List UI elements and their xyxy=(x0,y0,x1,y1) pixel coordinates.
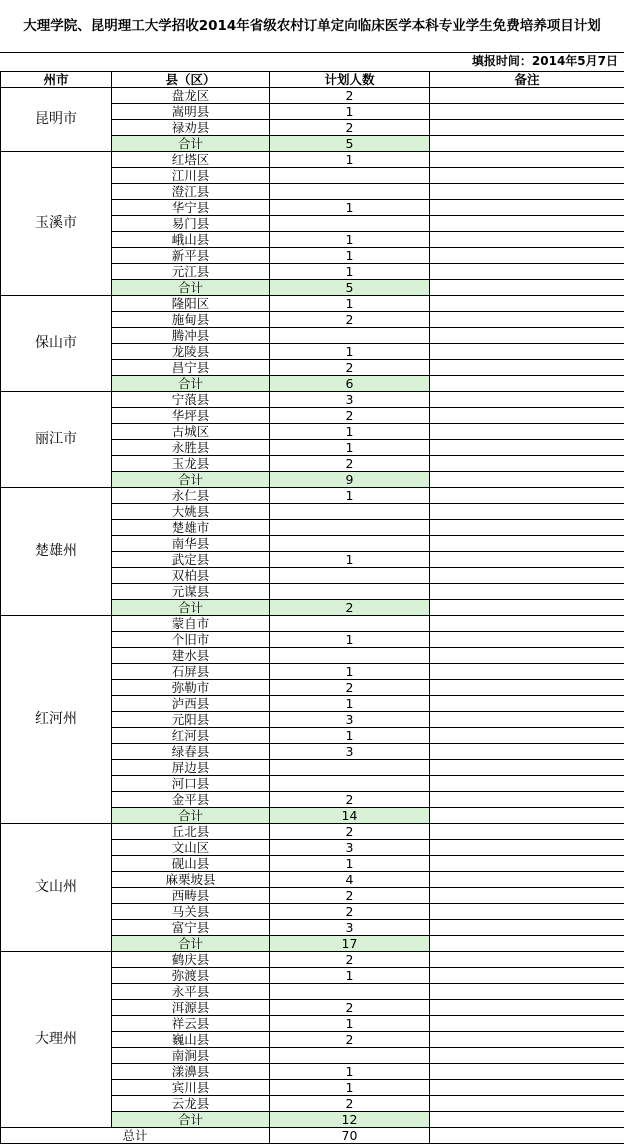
note-cell xyxy=(430,600,624,616)
county-cell: 宾川县 xyxy=(112,1080,270,1096)
county-cell: 楚雄市 xyxy=(112,520,270,536)
subtotal-value: 5 xyxy=(270,280,430,296)
county-cell: 文山区 xyxy=(112,840,270,856)
note-cell xyxy=(430,264,624,280)
county-cell: 麻栗坡县 xyxy=(112,872,270,888)
count-cell: 3 xyxy=(270,920,430,936)
county-cell: 玉龙县 xyxy=(112,456,270,472)
table-body xyxy=(1,88,624,1144)
note-cell xyxy=(430,680,624,696)
county-cell: 禄劝县 xyxy=(112,120,270,136)
note-cell xyxy=(430,120,624,136)
subtotal-label: 合计 xyxy=(112,472,270,488)
note-cell xyxy=(430,536,624,552)
subtotal-value: 9 xyxy=(270,472,430,488)
note-cell xyxy=(430,296,624,312)
county-cell: 西畴县 xyxy=(112,888,270,904)
county-cell: 巍山县 xyxy=(112,1032,270,1048)
count-cell: 1 xyxy=(270,488,430,504)
fill-date: 填报时间：2014年5月7日 xyxy=(471,54,618,68)
county-cell: 华宁县 xyxy=(112,200,270,216)
note-cell xyxy=(430,440,624,456)
county-cell: 盘龙区 xyxy=(112,88,270,104)
note-cell xyxy=(430,968,624,984)
count-cell: 1 xyxy=(270,200,430,216)
county-cell: 江川县 xyxy=(112,168,270,184)
total-value: 70 xyxy=(270,1128,430,1144)
count-cell: 1 xyxy=(270,968,430,984)
county-cell: 腾冲县 xyxy=(112,328,270,344)
county-cell: 屏边县 xyxy=(112,760,270,776)
table-row xyxy=(1,392,624,408)
note-cell xyxy=(430,904,624,920)
note-cell xyxy=(430,392,624,408)
county-cell: 华坪县 xyxy=(112,408,270,424)
county-cell: 古城区 xyxy=(112,424,270,440)
note-cell xyxy=(430,920,624,936)
note-cell xyxy=(430,472,624,488)
note-cell xyxy=(430,776,624,792)
count-cell: 2 xyxy=(270,904,430,920)
count-cell xyxy=(270,328,430,344)
header-note: 备注 xyxy=(430,72,624,88)
note-cell xyxy=(430,872,624,888)
count-cell: 1 xyxy=(270,344,430,360)
note-cell xyxy=(430,856,624,872)
total-row xyxy=(1,1128,624,1144)
count-cell: 2 xyxy=(270,1096,430,1112)
table-row xyxy=(1,616,624,632)
total-label: 总计 xyxy=(1,1128,270,1144)
count-cell: 1 xyxy=(270,264,430,280)
count-cell: 1 xyxy=(270,856,430,872)
county-cell: 蒙自市 xyxy=(112,616,270,632)
count-cell: 2 xyxy=(270,1032,430,1048)
count-cell: 1 xyxy=(270,728,430,744)
note-cell xyxy=(430,760,624,776)
note-cell xyxy=(430,1096,624,1112)
count-cell: 3 xyxy=(270,744,430,760)
county-cell: 昌宁县 xyxy=(112,360,270,376)
city-cell: 楚雄州 xyxy=(1,488,112,616)
note-cell xyxy=(430,584,624,600)
city-cell: 红河州 xyxy=(1,616,112,824)
count-cell: 1 xyxy=(270,104,430,120)
count-cell: 3 xyxy=(270,840,430,856)
header-county: 县（区） xyxy=(112,72,270,88)
county-cell: 武定县 xyxy=(112,552,270,568)
count-cell: 1 xyxy=(270,152,430,168)
note-cell xyxy=(430,616,624,632)
note-cell xyxy=(430,1048,624,1064)
note-cell xyxy=(430,712,624,728)
note-cell xyxy=(430,280,624,296)
table-row xyxy=(1,824,624,840)
subtotal-label: 合计 xyxy=(112,376,270,392)
count-cell xyxy=(270,216,430,232)
count-cell: 2 xyxy=(270,312,430,328)
county-cell: 富宁县 xyxy=(112,920,270,936)
note-cell xyxy=(430,376,624,392)
count-cell xyxy=(270,616,430,632)
note-cell xyxy=(430,808,624,824)
subtotal-label: 合计 xyxy=(112,1112,270,1128)
note-cell xyxy=(430,136,624,152)
count-cell xyxy=(270,568,430,584)
subtotal-value: 12 xyxy=(270,1112,430,1128)
subtotal-value: 14 xyxy=(270,808,430,824)
county-cell: 河口县 xyxy=(112,776,270,792)
city-cell: 保山市 xyxy=(1,296,112,392)
county-cell: 永胜县 xyxy=(112,440,270,456)
city-cell: 丽江市 xyxy=(1,392,112,488)
subtotal-label: 合计 xyxy=(112,808,270,824)
count-cell: 2 xyxy=(270,88,430,104)
count-cell xyxy=(270,648,430,664)
county-cell: 宁蒗县 xyxy=(112,392,270,408)
county-cell: 元阳县 xyxy=(112,712,270,728)
count-cell: 1 xyxy=(270,440,430,456)
county-cell: 红河县 xyxy=(112,728,270,744)
note-cell xyxy=(430,488,624,504)
subtotal-value: 17 xyxy=(270,936,430,952)
city-cell: 昆明市 xyxy=(1,88,112,152)
count-cell xyxy=(270,984,430,1000)
note-cell xyxy=(430,328,624,344)
count-cell: 1 xyxy=(270,296,430,312)
count-cell: 2 xyxy=(270,824,430,840)
note-cell xyxy=(430,504,624,520)
county-cell: 红塔区 xyxy=(112,152,270,168)
note-cell xyxy=(430,1000,624,1016)
note-cell xyxy=(430,840,624,856)
subtotal-value: 6 xyxy=(270,376,430,392)
header-row xyxy=(1,72,624,88)
count-cell: 1 xyxy=(270,696,430,712)
count-cell xyxy=(270,536,430,552)
table-row xyxy=(1,152,624,168)
county-cell: 丘北县 xyxy=(112,824,270,840)
note-cell xyxy=(430,184,624,200)
county-cell: 漾濞县 xyxy=(112,1064,270,1080)
page-title: 大理学院、昆明理工大学招收2014年省级农村订单定向临床医学本科专业学生免费培养项目计划 xyxy=(23,18,601,34)
note-cell xyxy=(430,408,624,424)
note-cell xyxy=(430,312,624,328)
count-cell: 1 xyxy=(270,424,430,440)
county-cell: 马关县 xyxy=(112,904,270,920)
count-cell xyxy=(270,776,430,792)
note-cell xyxy=(430,1016,624,1032)
count-cell: 1 xyxy=(270,664,430,680)
note-cell xyxy=(430,168,624,184)
note-cell xyxy=(430,984,624,1000)
note-cell xyxy=(430,232,624,248)
count-cell: 2 xyxy=(270,1000,430,1016)
table-row xyxy=(1,952,624,968)
note-cell xyxy=(430,520,624,536)
count-cell xyxy=(270,760,430,776)
note-cell xyxy=(430,648,624,664)
note-cell xyxy=(430,360,624,376)
count-cell: 2 xyxy=(270,456,430,472)
count-cell: 2 xyxy=(270,360,430,376)
note-cell xyxy=(430,152,624,168)
county-cell: 泸西县 xyxy=(112,696,270,712)
county-cell: 云龙县 xyxy=(112,1096,270,1112)
subtotal-label: 合计 xyxy=(112,280,270,296)
county-cell: 建水县 xyxy=(112,648,270,664)
county-cell: 大姚县 xyxy=(112,504,270,520)
count-cell: 2 xyxy=(270,408,430,424)
county-cell: 施甸县 xyxy=(112,312,270,328)
county-cell: 弥渡县 xyxy=(112,968,270,984)
county-cell: 个旧市 xyxy=(112,632,270,648)
count-cell: 1 xyxy=(270,1016,430,1032)
county-cell: 龙陵县 xyxy=(112,344,270,360)
count-cell: 2 xyxy=(270,952,430,968)
count-cell xyxy=(270,184,430,200)
county-cell: 南涧县 xyxy=(112,1048,270,1064)
count-cell: 2 xyxy=(270,792,430,808)
note-cell xyxy=(430,344,624,360)
county-cell: 祥云县 xyxy=(112,1016,270,1032)
county-cell: 双柏县 xyxy=(112,568,270,584)
count-cell xyxy=(270,520,430,536)
note-cell xyxy=(430,216,624,232)
note-cell xyxy=(430,632,624,648)
note-cell xyxy=(430,1112,624,1128)
county-cell: 砚山县 xyxy=(112,856,270,872)
note-cell xyxy=(430,200,624,216)
count-cell: 2 xyxy=(270,888,430,904)
count-cell: 1 xyxy=(270,1080,430,1096)
county-cell: 澄江县 xyxy=(112,184,270,200)
table-row xyxy=(1,296,624,312)
county-cell: 石屏县 xyxy=(112,664,270,680)
county-cell: 峨山县 xyxy=(112,232,270,248)
county-cell: 金平县 xyxy=(112,792,270,808)
note-cell xyxy=(430,952,624,968)
county-cell: 永平县 xyxy=(112,984,270,1000)
county-cell: 弥勒市 xyxy=(112,680,270,696)
note-cell xyxy=(430,568,624,584)
count-cell: 3 xyxy=(270,392,430,408)
note-cell xyxy=(430,248,624,264)
note-cell xyxy=(430,1080,624,1096)
county-cell: 洱源县 xyxy=(112,1000,270,1016)
county-cell: 嵩明县 xyxy=(112,104,270,120)
note-cell xyxy=(430,664,624,680)
note-cell xyxy=(430,728,624,744)
count-cell: 2 xyxy=(270,120,430,136)
subtotal-value: 5 xyxy=(270,136,430,152)
note-cell xyxy=(430,552,624,568)
county-cell: 绿春县 xyxy=(112,744,270,760)
county-cell: 南华县 xyxy=(112,536,270,552)
city-cell: 玉溪市 xyxy=(1,152,112,296)
note-cell xyxy=(430,696,624,712)
subtotal-value: 2 xyxy=(270,600,430,616)
count-cell xyxy=(270,168,430,184)
subtotal-label: 合计 xyxy=(112,600,270,616)
table-row xyxy=(1,88,624,104)
count-cell: 4 xyxy=(270,872,430,888)
note-cell xyxy=(430,88,624,104)
county-cell: 新平县 xyxy=(112,248,270,264)
county-cell: 易门县 xyxy=(112,216,270,232)
note-cell xyxy=(430,1128,624,1144)
note-cell xyxy=(430,888,624,904)
note-cell xyxy=(430,936,624,952)
county-cell: 永仁县 xyxy=(112,488,270,504)
note-cell xyxy=(430,104,624,120)
plan-table xyxy=(0,71,624,1144)
table-row xyxy=(1,488,624,504)
header-count: 计划人数 xyxy=(270,72,430,88)
note-cell xyxy=(430,824,624,840)
count-cell: 1 xyxy=(270,632,430,648)
county-cell: 元谋县 xyxy=(112,584,270,600)
note-cell xyxy=(430,1064,624,1080)
county-cell: 鹤庆县 xyxy=(112,952,270,968)
county-cell: 隆阳区 xyxy=(112,296,270,312)
note-cell xyxy=(430,424,624,440)
subtotal-label: 合计 xyxy=(112,136,270,152)
count-cell: 2 xyxy=(270,680,430,696)
count-cell: 3 xyxy=(270,712,430,728)
count-cell: 1 xyxy=(270,1064,430,1080)
count-cell: 1 xyxy=(270,248,430,264)
note-cell xyxy=(430,1032,624,1048)
count-cell xyxy=(270,1048,430,1064)
note-cell xyxy=(430,744,624,760)
note-cell xyxy=(430,792,624,808)
note-cell xyxy=(430,456,624,472)
city-cell: 大理州 xyxy=(1,952,112,1128)
subtotal-label: 合计 xyxy=(112,936,270,952)
header-city: 州市 xyxy=(1,72,112,88)
count-cell xyxy=(270,584,430,600)
count-cell xyxy=(270,504,430,520)
count-cell: 1 xyxy=(270,232,430,248)
county-cell: 元江县 xyxy=(112,264,270,280)
city-cell: 文山州 xyxy=(1,824,112,952)
count-cell: 1 xyxy=(270,552,430,568)
